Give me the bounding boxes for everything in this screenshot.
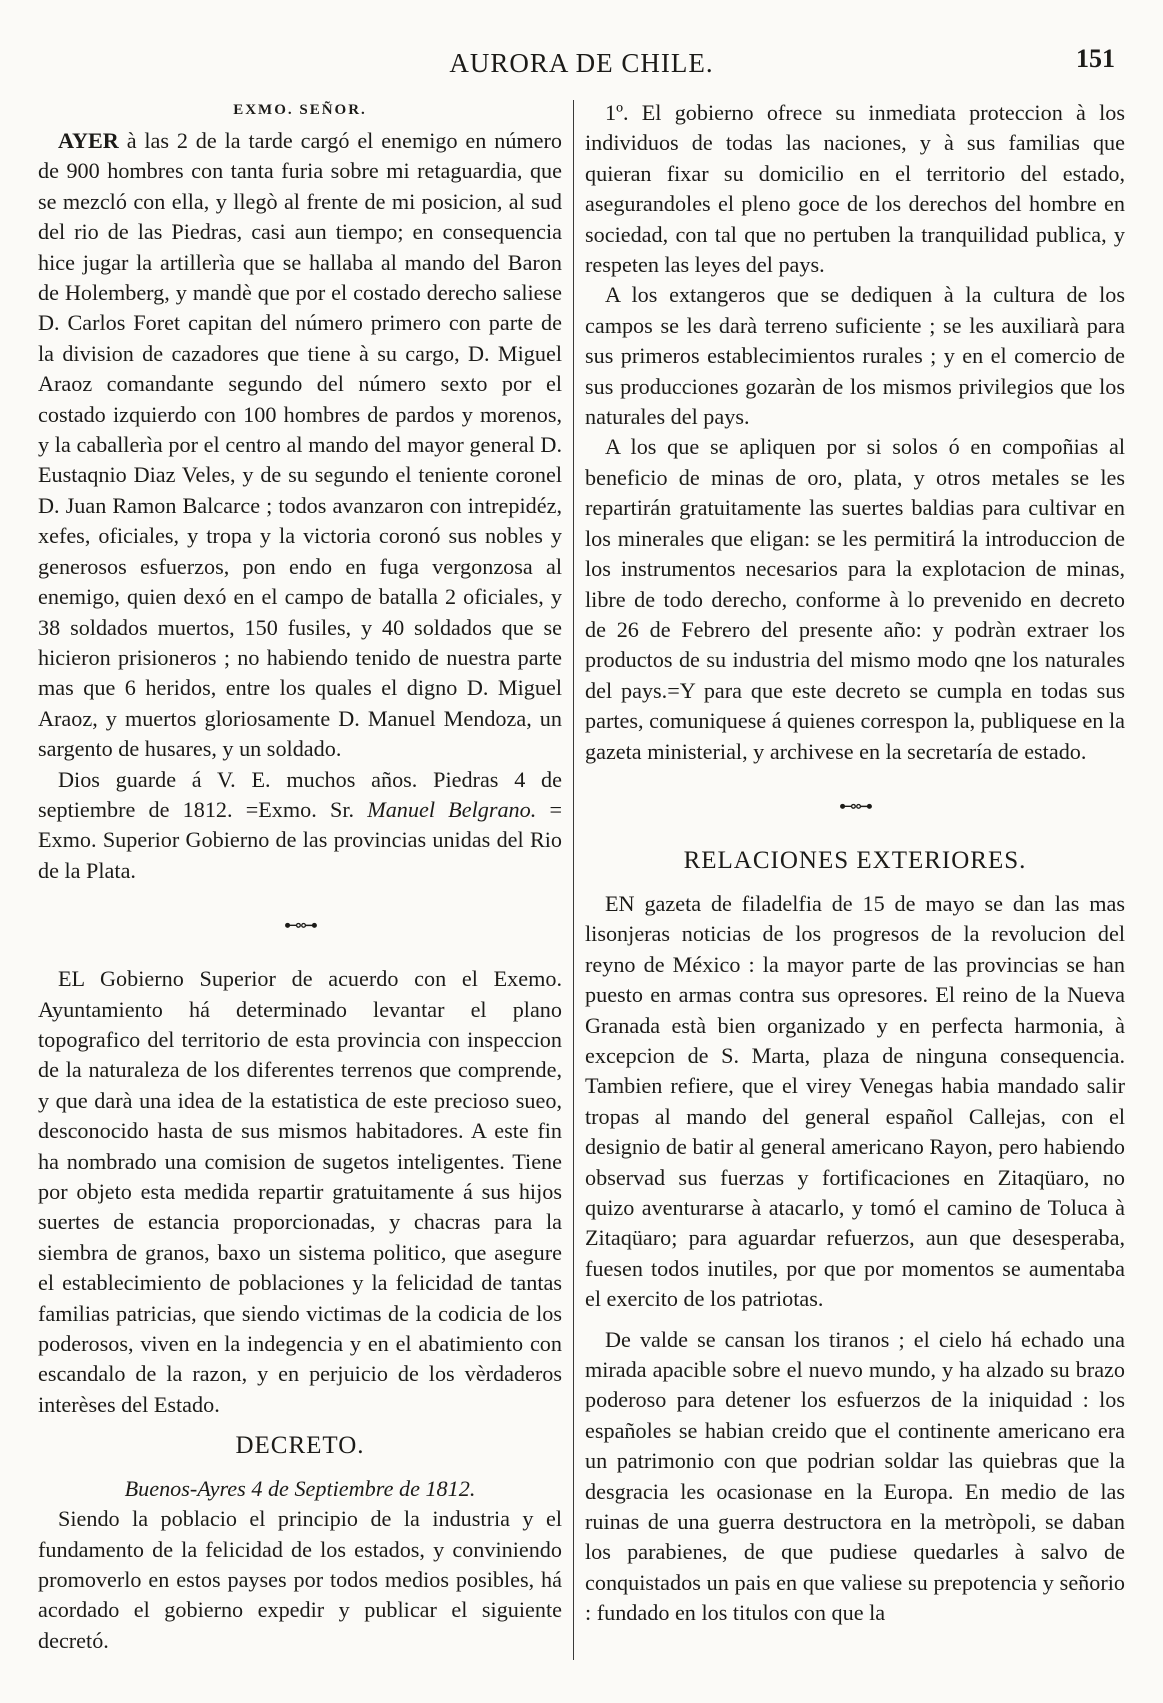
section-heading: RELACIONES EXTERIORES. (683, 846, 1027, 874)
newspaper-title: AURORA DE CHILE. (449, 48, 714, 78)
left-column (38, 98, 562, 1656)
government-notice: EL Gobierno Superior de acuerdo con el Exemo. Ayuntamiento há determinado levantar el plano topografico del territorio de esta provincia con inspeccion de la naturaleza de los diferentes terrenos que comprende, y que darà una idea de la estatistica de este precioso sueo, desconocido hasta de sus mismos habitadores. A este fin ha nombrado una comision de sugetos inteligentes. Tiene por objeto esta medida repartir gratuitamente á sus hijos suertes de estancia proporcionadas, y chacras para la siembra de granos, baxo un sistema politico, que asegure el establecimiento de poblaciones y la felicidad de tantas familias patricias, que siendo victimas de la codicia de los poderosos, viven en la indegencia y en el abatimiento con escandalo de la razon, y en perjuicio de los vèrdaderos interèses del Estado. (38, 966, 562, 1417)
closing-pre: Dios guarde á V. E. muchos años. Piedras 4 de septiembre de 1812. =Exmo. Sr. (38, 766, 562, 822)
salutation: EXMO. SEÑOR. (233, 102, 367, 118)
decree-preamble: Siendo la poblacio el principio de la industria y el fundamento de la felicidad de los estados, y conviniendo promoverlo en estos payses por todos medios posibles, há acordado el gobierno expedir y publicar el siguiente decretó. (38, 1506, 562, 1653)
report-closing (38, 765, 562, 887)
decree-dateline: Buenos-Ayres 4 de Septiembre de 1812. (124, 1476, 476, 1502)
closing-post: = Exmo. Superior Gobierno de las provincias unidas del Rio de la Plata. (38, 796, 562, 883)
right-column (585, 98, 1125, 1629)
decree-article-3: A los que se apliquen por si solos ó en compoñias al beneficio de minas de oro, plata, y otros metales se les repartirán gratuitamente las suertes baldias para cultivar en los minerales que eligan: se les permitirá la introduccion de los instrumentos necesarios para la explotacion de minas, libre de todo derecho, conforme à lo prevenido en decreto de 26 de Febrero del presente año: y podràn extraer los productos de su industria del mismo modo qne los naturales del pays.=Y para que este decreto se cumpla en todas sus partes, comuniquese á quienes correspon la, publiquese en la gazeta ministerial, y archivese en la secretaría de estado. (585, 434, 1125, 764)
signature: Manuel Belgrano. (367, 796, 537, 822)
report-lead-word: AYER (58, 128, 119, 153)
page-number: 151 (1076, 44, 1115, 73)
masthead (0, 44, 1163, 92)
ornament-divider: ⊷⊶ (839, 795, 871, 816)
foreign-news-paragraph: De valde se cansan los tiranos ; el cielo há echado una mirada apacible sobre el nuevo mundo, y ha alzado su brazo poderoso para detener los esfuerzos de la iniquidad : los españoles se habian creido que el continente americano era un patrimonio con que podrian soldar las quiebras que la desgracia les ocasionase en la Europa. En medio de las ruinas de una guerra destructora en la metròpoli, se daban los parabienes, de que pudiese quedarles à salvo de conquistados un pais en que valiese su prepotencia y señorio : fundado en los titulos con que la (585, 1326, 1125, 1626)
column-divider (573, 100, 574, 1660)
ornament-divider: ⊷⊶ (284, 915, 316, 936)
decree-heading: DECRETO. (235, 1432, 365, 1460)
battle-report (38, 126, 562, 765)
decree-article-1: 1º. El gobierno ofrece su inmediata proteccion à los individuos de todas las naciones, y à sus familias que quieran fixar su domicilio en el territorio del estado, asegurandoles el pleno goce de los derechos del hombre en sociedad, con tal que no pertuben la tranquilidad publica, y respeten las leyes del pays. (585, 100, 1125, 278)
report-text: à las 2 de la tarde cargó el enemigo en número de 900 hombres con tanta furia sobre mi retaguardia, que se mezcló con ella, y llegò al frente de mi posicion, al sud del rio de las Piedras, casi aun tiempo; en consequencia hice jugar la artillerìa que se hallaba al mando del Baron de Holemberg, y mandè que por el costado derecho saliese D. Carlos Foret capitan del número primero con parte de la division de cazadores que tiene à su cargo, D. Miguel Araoz comandante segundo del número sexto por el costado izquierdo con 100 hombres de pardos y morenos, y la caballerìa por el centro al mando del mayor general D. Eustaqnio Diaz Veles, y de su segundo el teniente coronel D. Juan Ramon Balcarce ; todos avanzaron con intrepidéz, xefes, oficiales, y tropa y la victoria coronó sus nobles y generosos esfuerzos, pon endo en fuga vergonzosa al enemigo, quien dexó en el campo de batalla 2 oficiales, y 38 soldados muertos, 150 fusiles, y 40 soldados que se hicieron prisioneros ; no habiendo tenido de nuestra parte mas que 6 heridos, entre los quales el digno D. Miguel Araoz, y muertos gloriosamente D. Manuel Mendoza, un sargento de husares, y un soldado. (38, 128, 562, 762)
foreign-news-paragraph: EN gazeta de filadelfia de 15 de mayo se dan las mas lisonjeras noticias de los progresos de la revolucion del reyno de México : la mayor parte de las provincias se han puesto en armas contra sus opresores. El reino de la Nueva Granada està bien organizado y en perfecta harmonia, à excepcion de S. Marta, plaza de ninguna consequencia. Tambien refiere, que el virey Venegas habia mandado salir tropas al mando del general español Callejas, con el designio de batir al general americano Rayon, pero habiendo observad sus fuerzas y fortificaciones en Zitaqüaro, no quizo aventurarse à atacarlo, y tomó el camino de Toluca à Zitaqüaro; para aguardar refuerzos, aun que desesperaba, fuesen todos inutiles, por que por momentos se aumentaba el exercito de los patriotas. (585, 890, 1125, 1312)
decree-article-2: A los extangeros que se dediquen à la cultura de los campos se les darà terreno suficiente ; se les auxiliarà para sus primeros establecimientos rurales ; y en el comercio de sus producciones gozaràn de los mismos privilegios que los naturales del pays. (585, 282, 1125, 430)
